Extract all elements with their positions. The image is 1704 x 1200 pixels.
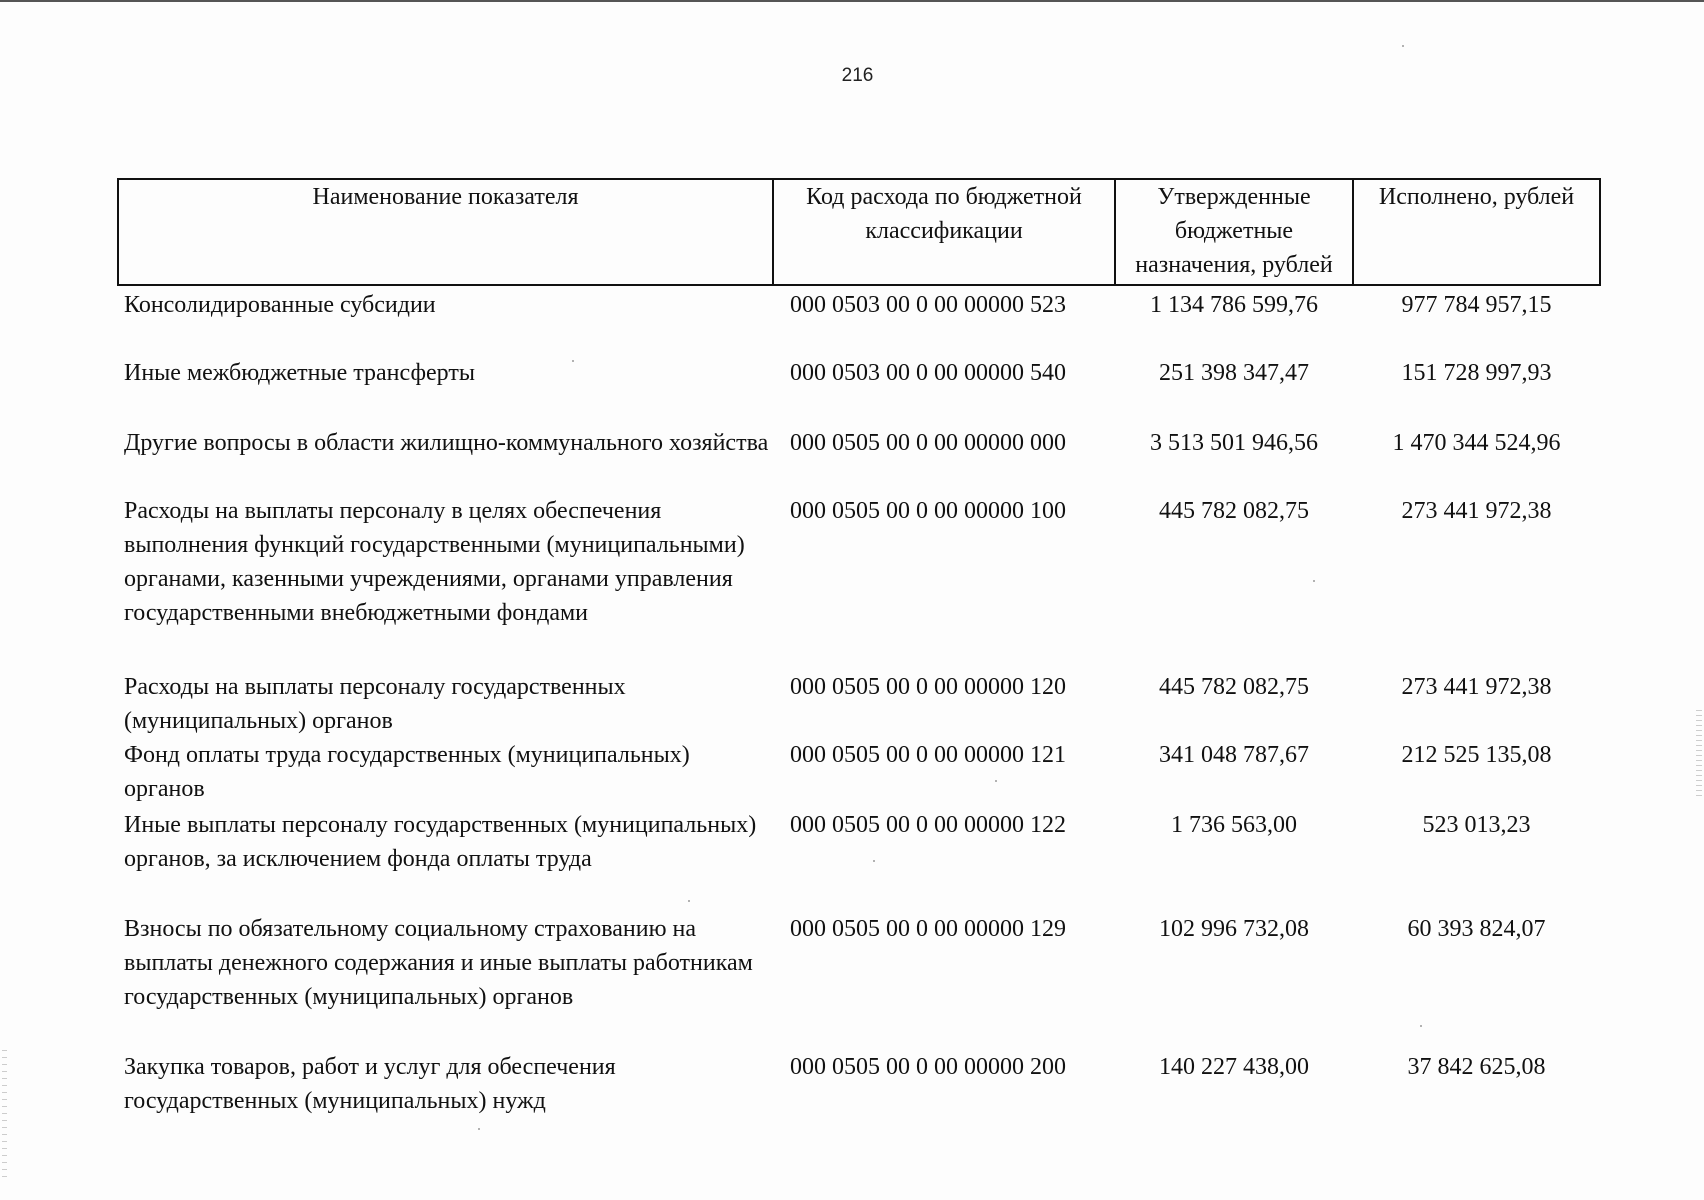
scan-speck [572,360,574,362]
scan-edge-noise-left [2,1050,7,1180]
header-code: Код расхода по бюджетной классификации [773,179,1115,285]
row-code: 000 0503 00 0 00 00000 540 [790,360,1066,386]
row-name: Иные межбюджетные трансферты [124,360,475,386]
row-approved: 3 513 501 946,56 [1150,430,1318,456]
table-body [118,285,1600,1118]
table-row [118,1050,1600,1118]
scan-speck [995,780,997,782]
budget-execution-table [117,178,1601,1118]
scan-speck [1420,1025,1422,1027]
row-name: Иные выплаты персоналу государственных (муниципальных) органов, за исключением фонда оплаты труда [124,812,757,872]
row-name: Другие вопросы в области жилищно-коммунального хозяйства [124,430,769,456]
row-name: Фонд оплаты труда государственных (муниципальных) органов [124,742,690,802]
header-row [118,179,1600,285]
table-row [118,426,1600,494]
header-name: Наименование показателя [118,179,773,285]
row-name: Расходы на выплаты персоналу в целях обеспечения выполнения функций государственными (муниципальными) органами, казенными учреждениями, органами управления государственными внебюджетными фондами [124,498,745,626]
row-executed: 273 441 972,38 [1401,498,1552,524]
row-executed: 151 728 997,93 [1401,360,1552,386]
table-row [118,494,1600,670]
row-approved: 341 048 787,67 [1159,742,1309,768]
table-row [118,808,1600,912]
row-executed: 977 784 957,15 [1401,292,1552,318]
scan-top-edge [0,0,1704,2]
row-code: 000 0505 00 0 00 00000 120 [790,674,1066,700]
row-executed: 273 441 972,38 [1401,674,1552,700]
row-executed: 212 525 135,08 [1401,742,1552,768]
table-row [118,912,1600,1050]
row-approved: 102 996 732,08 [1159,916,1309,942]
scan-speck [688,900,690,902]
page-number: 216 [841,65,874,86]
row-approved: 1 134 786 599,76 [1150,292,1318,318]
row-name: Взносы по обязательному социальному страхованию на выплаты денежного содержания и иные выплаты работникам государственных (муниципальных) органов [124,916,753,1010]
header-approved: Утвержденные бюджетные назначения, рублей [1115,179,1353,285]
row-code: 000 0503 00 0 00 00000 523 [790,292,1066,318]
row-executed: 1 470 344 524,96 [1392,430,1561,456]
row-name: Расходы на выплаты персоналу государственных (муниципальных) органов [124,674,626,734]
row-name: Закупка товаров, работ и услуг для обеспечения государственных (муниципальных) нужд [124,1054,616,1114]
header-executed: Исполнено, рублей [1353,179,1600,285]
row-executed: 37 842 625,08 [1407,1054,1546,1080]
scan-speck [1313,580,1315,582]
table-header [118,179,1600,285]
row-code: 000 0505 00 0 00 00000 129 [790,916,1066,942]
scan-edge-noise-right [1696,710,1702,800]
row-executed: 60 393 824,07 [1407,916,1546,942]
table-row [118,285,1600,356]
row-approved: 1 736 563,00 [1171,812,1297,838]
scan-speck [478,1128,480,1130]
row-approved: 251 398 347,47 [1159,360,1309,386]
table-row [118,670,1600,738]
row-code: 000 0505 00 0 00 00000 000 [790,430,1066,456]
row-code: 000 0505 00 0 00 00000 121 [790,742,1066,768]
row-code: 000 0505 00 0 00 00000 200 [790,1054,1066,1080]
row-approved: 140 227 438,00 [1159,1054,1309,1080]
row-code: 000 0505 00 0 00 00000 100 [790,498,1066,524]
row-approved: 445 782 082,75 [1159,498,1309,524]
row-executed: 523 013,23 [1422,812,1531,838]
row-code: 000 0505 00 0 00 00000 122 [790,812,1066,838]
row-approved: 445 782 082,75 [1159,674,1309,700]
scan-speck [873,860,875,862]
table-row [118,356,1600,426]
row-name: Консолидированные субсидии [124,292,436,318]
scan-speck [1402,45,1404,47]
table-row [118,738,1600,808]
